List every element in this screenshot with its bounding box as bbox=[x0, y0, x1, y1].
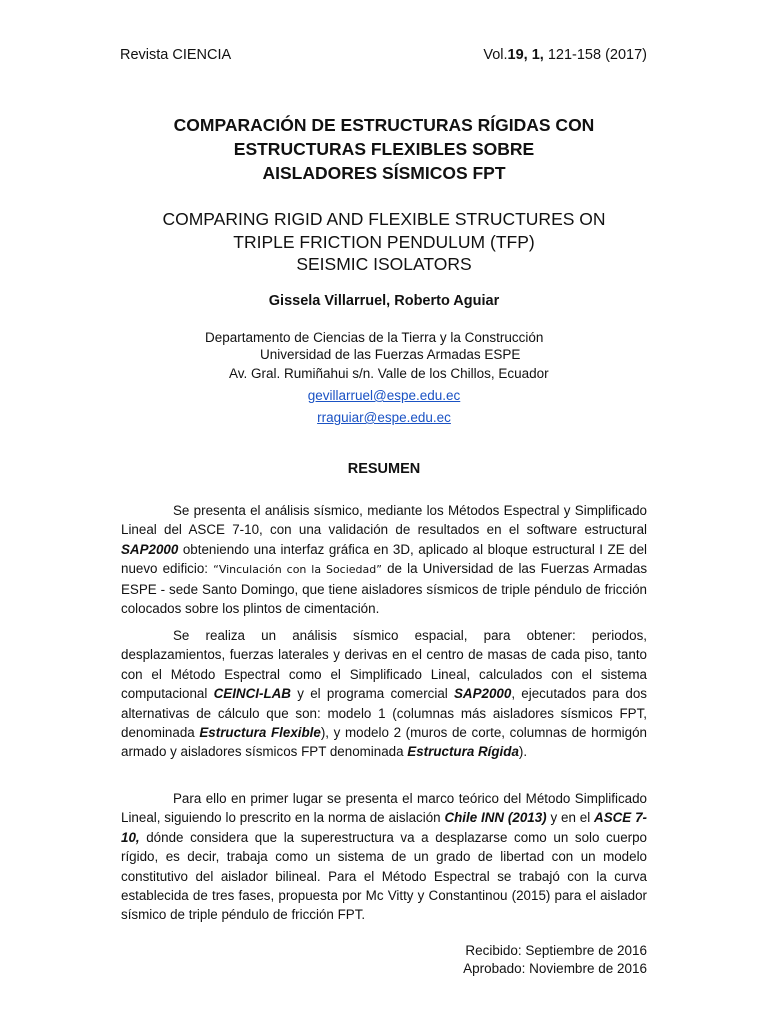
emphasis-ceinci-lab: CEINCI-LAB bbox=[213, 686, 291, 702]
text-run: y en el bbox=[546, 810, 595, 826]
text-run: dónde considera que la superestructura va a desplazarse como un solo cuerpo rígido, es decir, trabaja como un sistema de un grado de libertad con un modelo constitutivo del aislador bilineal. Para el Método Espectral se trabajó con la curva establecida de tres fases, propuesta por Mc Vitty y Constantinou (2015) para el aislador sísmico de triple péndulo de fricción FPT. bbox=[121, 829, 647, 923]
affiliation-department: Departamento de Ciencias de la Tierra y la Construcción bbox=[205, 330, 544, 345]
title-en-line: SEISMIC ISOLATORS bbox=[296, 254, 472, 274]
received-date: Recibido: Septiembre de 2016 bbox=[465, 943, 647, 958]
abstract-paragraph-3 bbox=[121, 789, 647, 925]
volume-number: 19, 1, bbox=[507, 47, 544, 63]
abstract-paragraph-2 bbox=[121, 626, 647, 762]
title-spanish bbox=[0, 113, 768, 185]
emphasis-chile-inn: Chile INN (2013) bbox=[444, 810, 547, 826]
title-es-line: ESTRUCTURAS FLEXIBLES SOBRE bbox=[233, 139, 535, 159]
journal-name: Revista CIENCIA bbox=[120, 47, 232, 63]
affiliation-address: Av. Gral. Rumiñahui s/n. Valle de los Chillos, Ecuador bbox=[229, 366, 549, 381]
volume-prefix: Vol. bbox=[483, 47, 508, 63]
emphasis-asce: ASCE 7-10, bbox=[121, 810, 647, 845]
pages-year: 121-158 (2017) bbox=[543, 47, 647, 63]
text-run: Para ello en primer lugar se presenta el marco teórico del Método Simplificado Lineal, siguiendo lo prescrito en la norma de aislación bbox=[121, 791, 647, 826]
abstract-heading: RESUMEN bbox=[347, 461, 421, 477]
abstract-paragraph-1 bbox=[121, 501, 647, 618]
text-run: ). bbox=[518, 744, 528, 760]
title-en-line: COMPARING RIGID AND FLEXIBLE STRUCTURES ON bbox=[162, 209, 606, 229]
affiliation-university: Universidad de las Fuerzas Armadas ESPE bbox=[260, 347, 521, 362]
text-run: de la Universidad de las Fuerzas Armadas ESPE - sede Santo Domingo, que tiene aisladores sísmicos de triple péndulo de fricción colocados sobre los plintos de cimentación. bbox=[121, 561, 648, 617]
email-link-villarruel[interactable]: gevillarruel@espe.edu.ec bbox=[307, 388, 461, 403]
title-en-line: TRIPLE FRICTION PENDULUM (TFP) bbox=[233, 231, 535, 252]
quoted-building-name: “Vinculación con la Sociedad” bbox=[213, 563, 382, 577]
authors: Gissela Villarruel, Roberto Aguiar bbox=[268, 293, 500, 309]
text-run: , ejecutados para dos alternativas de cálculo que son: modelo 1 (columnas más aisladores sísmicos FPT, denominada bbox=[121, 686, 647, 741]
title-english bbox=[0, 208, 768, 276]
emphasis-estructura-rigida: Estructura Rígida bbox=[407, 744, 519, 760]
text-run: Se presenta el análisis sísmico, mediante los Métodos Espectral y Simplificado Lineal del ASCE 7-10, con una validación de resultados en el software estructural bbox=[121, 503, 647, 538]
text-run: obteniendo una interfaz gráfica en 3D, aplicado al bloque estructural I ZE del nuevo edificio: bbox=[121, 541, 647, 577]
title-es-line: COMPARACIÓN DE ESTRUCTURAS RÍGIDAS CON bbox=[173, 115, 595, 135]
emphasis-sap2000: SAP2000 bbox=[121, 541, 179, 557]
email-link-aguiar[interactable]: rraguiar@espe.edu.ec bbox=[317, 410, 451, 425]
title-es-line: AISLADORES SÍSMICOS FPT bbox=[262, 163, 506, 183]
volume-info bbox=[483, 47, 647, 63]
text-run: y el programa comercial bbox=[290, 686, 454, 702]
text-run: ), y modelo 2 (muros de corte, columnas de hormigón armado y aisladores sísmicos FPT denominada bbox=[121, 725, 647, 760]
approved-date: Aprobado: Noviembre de 2016 bbox=[463, 961, 647, 976]
text-run: Se realiza un análisis sísmico espacial, para obtener: periodos, desplazamientos, fuerzas laterales y derivas en el centro de masas de cada piso, tanto con el Método Espectral como el Simplificado Lineal, calculados con el sistema computacional bbox=[121, 628, 647, 702]
emphasis-estructura-flexible: Estructura Flexible bbox=[199, 725, 321, 741]
emphasis-sap2000: SAP2000 bbox=[454, 686, 512, 702]
